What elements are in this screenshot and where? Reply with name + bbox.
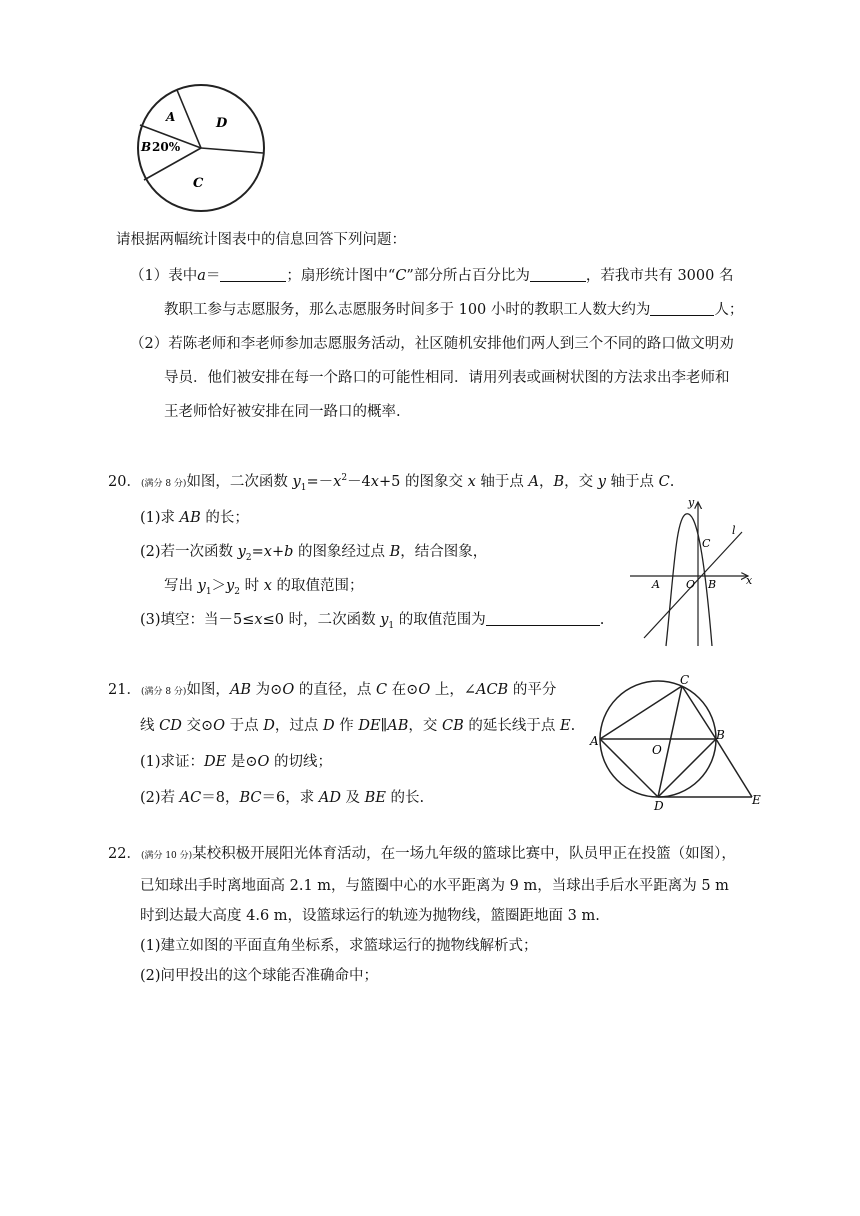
q21-stem-line1: 21．(满分 8 分)如图，AB 为⊙O 的直径，点 C 在⊙O 上，∠ACB 的平分 [108, 682, 557, 698]
figure-label-c: C [680, 673, 690, 687]
graph-label-b: B [708, 578, 717, 591]
graph-label-c: C [702, 537, 711, 550]
graph-label-l: l [732, 524, 736, 537]
pie-label-b-percent: 20% [152, 140, 181, 154]
q22-stem-line3: 时到达最大高度 4.6 m，设篮球运行的轨迹为抛物线，篮圈距地面 3 m. [140, 908, 600, 924]
figure-label-e: E [752, 793, 761, 807]
q19-part2-line3: 王老师恰好被安排在同一路口的概率. [164, 404, 401, 420]
q21-figure [588, 670, 768, 812]
pie-label-b: B [141, 140, 152, 154]
figure-label-o: O [652, 743, 662, 757]
q19-intro: 请根据两幅统计图表中的信息回答下列问题： [116, 232, 406, 248]
graph-label-x: x [746, 574, 753, 587]
q21-part2: (2)若 AC＝8，BC＝6，求 AD 及 BE 的长. [140, 790, 425, 806]
graph-label-a: A [652, 578, 660, 591]
figure-label-b: B [716, 728, 725, 742]
q20-part2-line2: 写出 $y_1>y_2$ 时 x 的取值范围； [164, 578, 364, 597]
figure-label-d: D [654, 799, 664, 812]
q19-part2-line2: 导员．他们被安排在每一个路口的可能性相同．请用列表或画树状图的方法求出李老师和 [164, 370, 730, 386]
pie-label-a: A [166, 110, 176, 124]
graph-label-o: O [686, 578, 696, 591]
blank-a[interactable] [220, 267, 286, 282]
q20-part3: (3)填空：当－5≤x≤0 时，二次函数 $y_1$ 的取值范围为 . [140, 612, 605, 631]
q22-stem-line1: 22．(满分 10 分)某校积极开展阳光体育活动，在一场九年级的篮球比赛中，队员甲正在投篮（如图）， [108, 846, 736, 862]
q19-part1-line2: 教职工参与志愿服务，那么志愿服务时间多于 100 小时的教职工人数大约为 人； [164, 302, 744, 318]
blank-c-percent[interactable] [530, 267, 586, 282]
q20-graph [624, 490, 764, 650]
q19-part1-line1: （1）表中a＝ ；扇形统计图中“C”部分所占百分比为 ，若我市共有 3000 名 [130, 268, 734, 284]
pie-label-d: D [216, 116, 228, 131]
pie-chart [130, 80, 275, 220]
q22-stem-line2: 已知球出手时离地面高 2.1 m，与篮圈中心的水平距离为 9 m，当球出手后水平距离为 5 m [140, 878, 729, 894]
q20-part2-line1: (2)若一次函数 $y_2=x+b$ 的图象经过点 B，结合图象， [140, 544, 488, 563]
q22-part2: (2)问甲投出的这个球能否准确命中； [140, 968, 379, 984]
graph-label-y: y [688, 496, 695, 509]
blank-range[interactable] [486, 611, 600, 626]
blank-people[interactable] [650, 301, 714, 316]
pie-label-c: C [193, 176, 204, 191]
q21-part1: (1)求证：DE 是⊙O 的切线； [140, 754, 333, 770]
q19-part2-line1: （2）若陈老师和李老师参加志愿服务活动，社区随机安排他们两人到三个不同的路口做文明劝 [130, 336, 734, 352]
figure-label-a: A [590, 734, 599, 748]
q22-part1: (1)建立如图的平面直角坐标系，求篮球运行的抛物线解析式； [140, 938, 538, 954]
figure-segments [600, 686, 752, 797]
q20-part1: (1)求 AB 的长； [140, 510, 249, 526]
q21-stem-line2: 线 CD 交⊙O 于点 D，过点 D 作 DE∥AB，交 CB 的延长线于点 E. [140, 718, 576, 734]
q20-stem: 20．(满分 8 分)如图，二次函数 $y_1=-x^2-4x+5$ 的图象交 x 轴于点 A，B，交 y 轴于点 C. [108, 473, 675, 493]
